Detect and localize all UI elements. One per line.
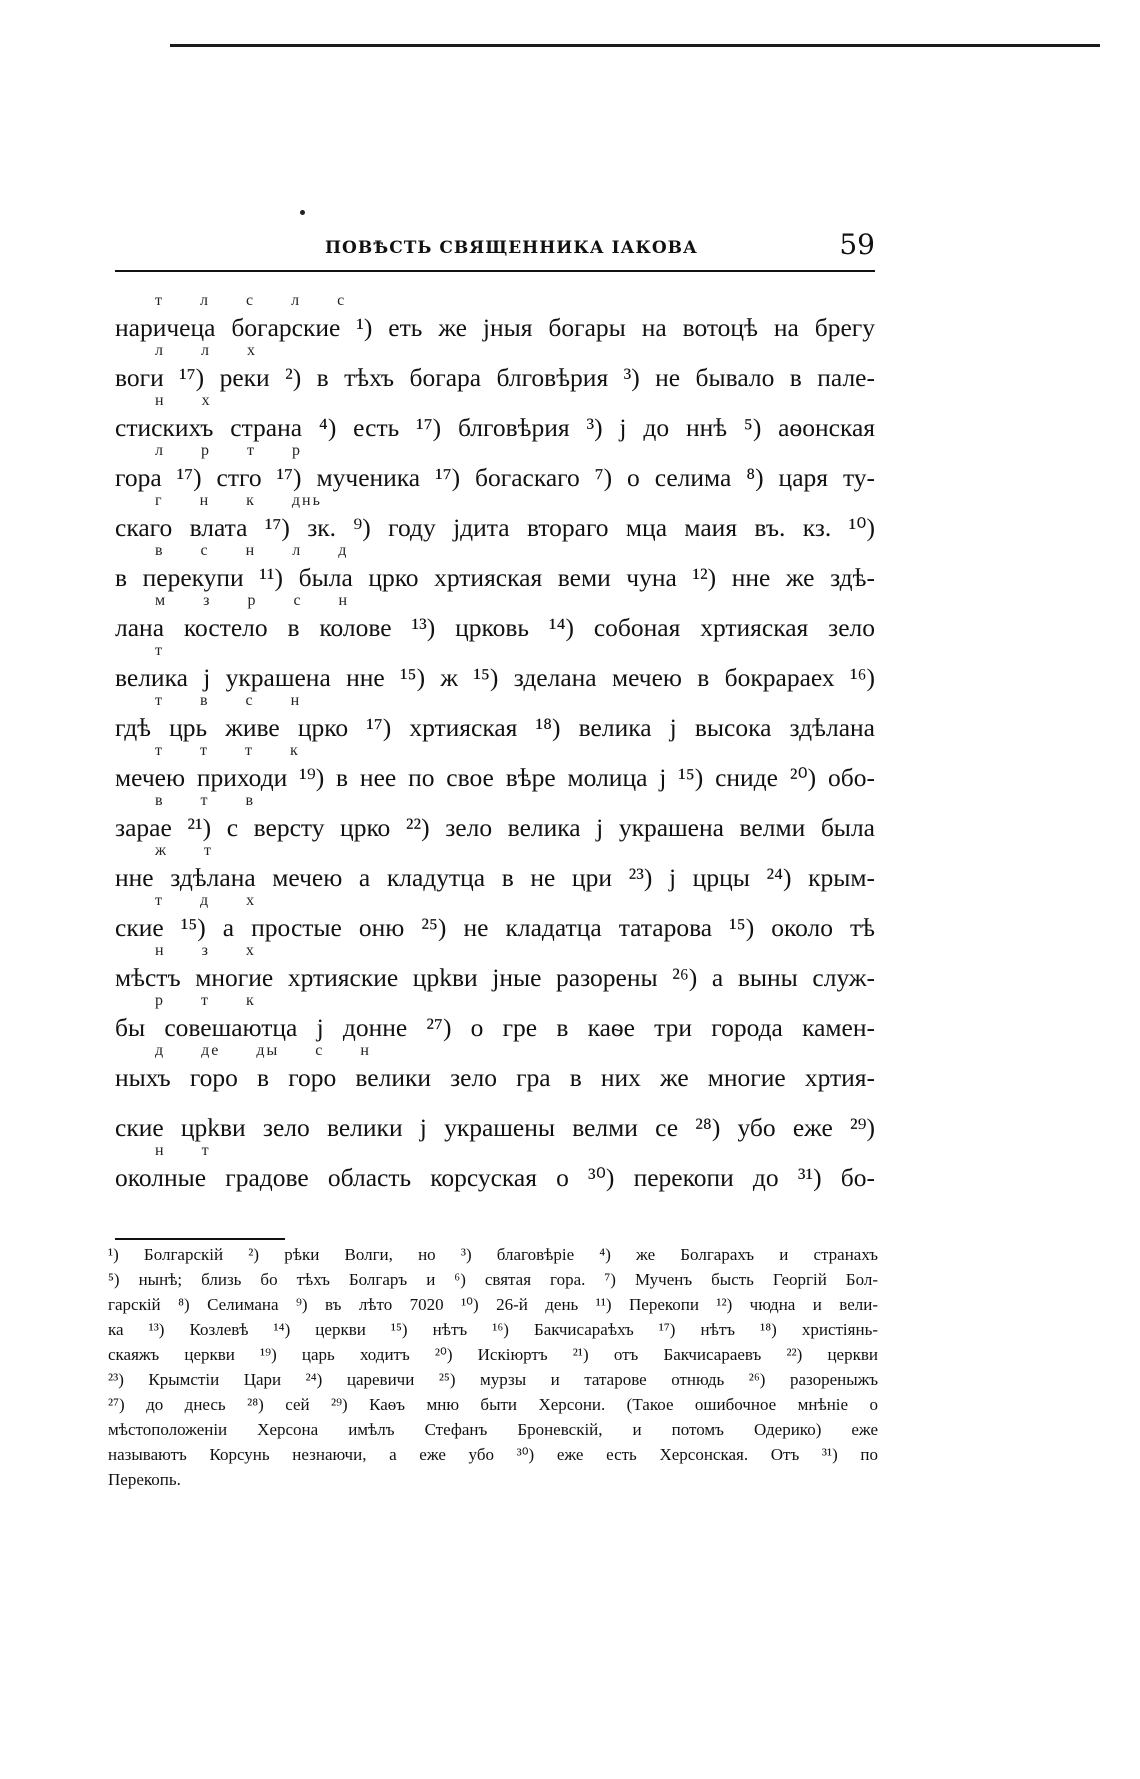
footnotes-block bbox=[108, 1242, 878, 1492]
running-title: ПОВѢСТЬ СВЯЩЕННИКА ІАКОВА bbox=[325, 238, 698, 258]
superscript-letters: р т к bbox=[155, 992, 256, 1009]
line-text: зарае ²¹) с версту црко ²²) зело велика ј украшена велми была bbox=[115, 814, 875, 842]
header-rule bbox=[115, 270, 875, 272]
superscript-letters: т т т к bbox=[155, 742, 300, 759]
text-line bbox=[115, 892, 875, 942]
print-speck bbox=[300, 210, 305, 215]
text-line bbox=[115, 842, 875, 892]
footnote-line: ка ¹³) Козлевѣ ¹⁴) церкви ¹⁵) нѣтъ ¹⁶) Бакчисараѣхъ ¹⁷) нѣтъ ¹⁸) христіянь- bbox=[108, 1320, 878, 1339]
text-line bbox=[115, 292, 875, 342]
footnote-line: ²⁷) до днесь ²⁸) сей ²⁹) Каѳъ мню быти Херсони. (Такое ошибочное мнѣніе о bbox=[108, 1395, 878, 1414]
superscript-letters: т bbox=[155, 642, 164, 659]
superscript-letters: н з х bbox=[155, 942, 256, 959]
text-line bbox=[115, 342, 875, 392]
line-text: ныхъ горо в горо велики зело гра в них же многие хртия- bbox=[115, 1064, 875, 1092]
text-line bbox=[115, 942, 875, 992]
main-text-block bbox=[115, 292, 875, 1192]
footnote-line: скаяжъ церкви ¹⁹) царь ходитъ ²⁰) Искіюртъ ²¹) отъ Бакчисараевъ ²²) церкви bbox=[108, 1345, 878, 1364]
line-text: околные градове область корсуская о ³⁰) перекопи до ³¹) бо- bbox=[115, 1164, 875, 1192]
text-line bbox=[115, 642, 875, 692]
line-text: скаго влата ¹⁷) зк. ⁹) году јдита втораго мца маия въ. кз. ¹⁰) bbox=[115, 514, 875, 542]
superscript-letters: т д х bbox=[155, 892, 257, 909]
superscript-letters: н х bbox=[155, 392, 212, 409]
footnote-line: ¹) Болгарскій ²) рѣки Волги, но ³) благовѣріе ⁴) же Болгарахъ и странахъ bbox=[108, 1245, 878, 1264]
line-text: стискихъ страна ⁴) есть ¹⁷) блговѣрия ³) ј до ннѣ ⁵) аѳонская bbox=[115, 414, 875, 442]
superscript-letters: л л х bbox=[155, 342, 257, 359]
superscript-letters: в с н л д bbox=[155, 542, 349, 559]
superscript-letters: т л с л с bbox=[155, 292, 347, 309]
footnote-line: мѣстоположеніи Херсона имѣлъ Стефанъ Броневскій, и потомъ Одерико) еже bbox=[108, 1420, 878, 1439]
line-text: мечею приходи ¹⁹) в нее по свое вѣре молица ј ¹⁵) сниде ²⁰) обо- bbox=[115, 764, 875, 792]
superscript-letters: в т в bbox=[155, 792, 256, 809]
superscript-letters: ж т bbox=[155, 842, 214, 859]
superscript-letters: т в с н bbox=[155, 692, 302, 709]
line-text: бы совешаютца ј донне ²⁷) о гре в каѳе три города камен- bbox=[115, 1014, 875, 1042]
footnote-line: Перекопь. bbox=[108, 1470, 181, 1489]
text-line bbox=[115, 392, 875, 442]
footnote-line: ²³) Крымстіи Цари ²⁴) царевичи ²⁵) мурзы и татарове отнюдь ²⁶) разореныжъ bbox=[108, 1370, 878, 1389]
line-text: наричеца богарские ¹) еть же јныя богары на вотоцѣ на брегу bbox=[115, 314, 875, 342]
page-number: 59 bbox=[839, 228, 875, 261]
text-line bbox=[115, 1142, 875, 1192]
line-text: воги ¹⁷) реки ²) в тѣхъ богара блговѣрия ³) не бывало в пале- bbox=[115, 364, 875, 392]
superscript-letters: г н к днь bbox=[155, 492, 322, 509]
line-text: велика ј украшена нне ¹⁵) ж ¹⁵) зделана мечею в бокрараех ¹⁶) bbox=[115, 664, 875, 692]
line-text: гдѣ црь живе црко ¹⁷) хртияская ¹⁸) велика ј высока здѣлана bbox=[115, 714, 875, 742]
line-text: лана костело в колове ¹³) црковь ¹⁴) собоная хртияская зело bbox=[115, 614, 875, 642]
superscript-letters bbox=[115, 1092, 875, 1112]
footnote-line: называютъ Корсунь незнаючи, а еже убо ³⁰) еже есть Херсонская. Отъ ³¹) по bbox=[108, 1445, 878, 1464]
superscript-letters: д де ды с н bbox=[155, 1042, 371, 1059]
text-line bbox=[115, 492, 875, 542]
text-line bbox=[115, 742, 875, 792]
text-line bbox=[115, 1042, 875, 1092]
line-text: ские црkви зело велики ј украшены велми се ²⁸) убо еже ²⁹) bbox=[115, 1114, 875, 1142]
text-line bbox=[115, 692, 875, 742]
text-line bbox=[115, 1092, 875, 1142]
footnote-line: гарскій ⁸) Селимана ⁹) въ лѣто 7020 ¹⁰) 26-й день ¹¹) Перекопи ¹²) чюдна и вели- bbox=[108, 1295, 878, 1314]
text-line bbox=[115, 442, 875, 492]
page-header bbox=[115, 228, 875, 268]
line-text: мѣстъ многие хртияские црkви јные разорены ²⁶) а выны служ- bbox=[115, 964, 875, 992]
line-text: нне здѣлана мечею а кладутца в не цри ²³) ј црцы ²⁴) крым- bbox=[115, 864, 875, 892]
footnote-line: ⁵) нынѣ; близь бо тѣхъ Болгаръ и ⁶) святая гора. ⁷) Мученъ бысть Георгій Бол- bbox=[108, 1270, 878, 1289]
line-text: ские ¹⁵) а простые оню ²⁵) не кладатца татарова ¹⁵) около тѣ bbox=[115, 914, 875, 942]
scan-edge-line bbox=[170, 44, 1100, 47]
text-line bbox=[115, 592, 875, 642]
superscript-letters: м з р с н bbox=[155, 592, 350, 609]
text-line bbox=[115, 992, 875, 1042]
text-line bbox=[115, 792, 875, 842]
superscript-letters: н т bbox=[155, 1142, 211, 1159]
superscript-letters: л р т р bbox=[155, 442, 302, 459]
footnote-rule bbox=[115, 1238, 285, 1240]
text-line bbox=[115, 542, 875, 592]
line-text: гора ¹⁷) стго ¹⁷) мученика ¹⁷) богаскаго ⁷) о селима ⁸) царя ту- bbox=[115, 464, 875, 492]
line-text: в перекупи ¹¹) была црко хртияская веми чуна ¹²) нне же здѣ- bbox=[115, 564, 875, 592]
